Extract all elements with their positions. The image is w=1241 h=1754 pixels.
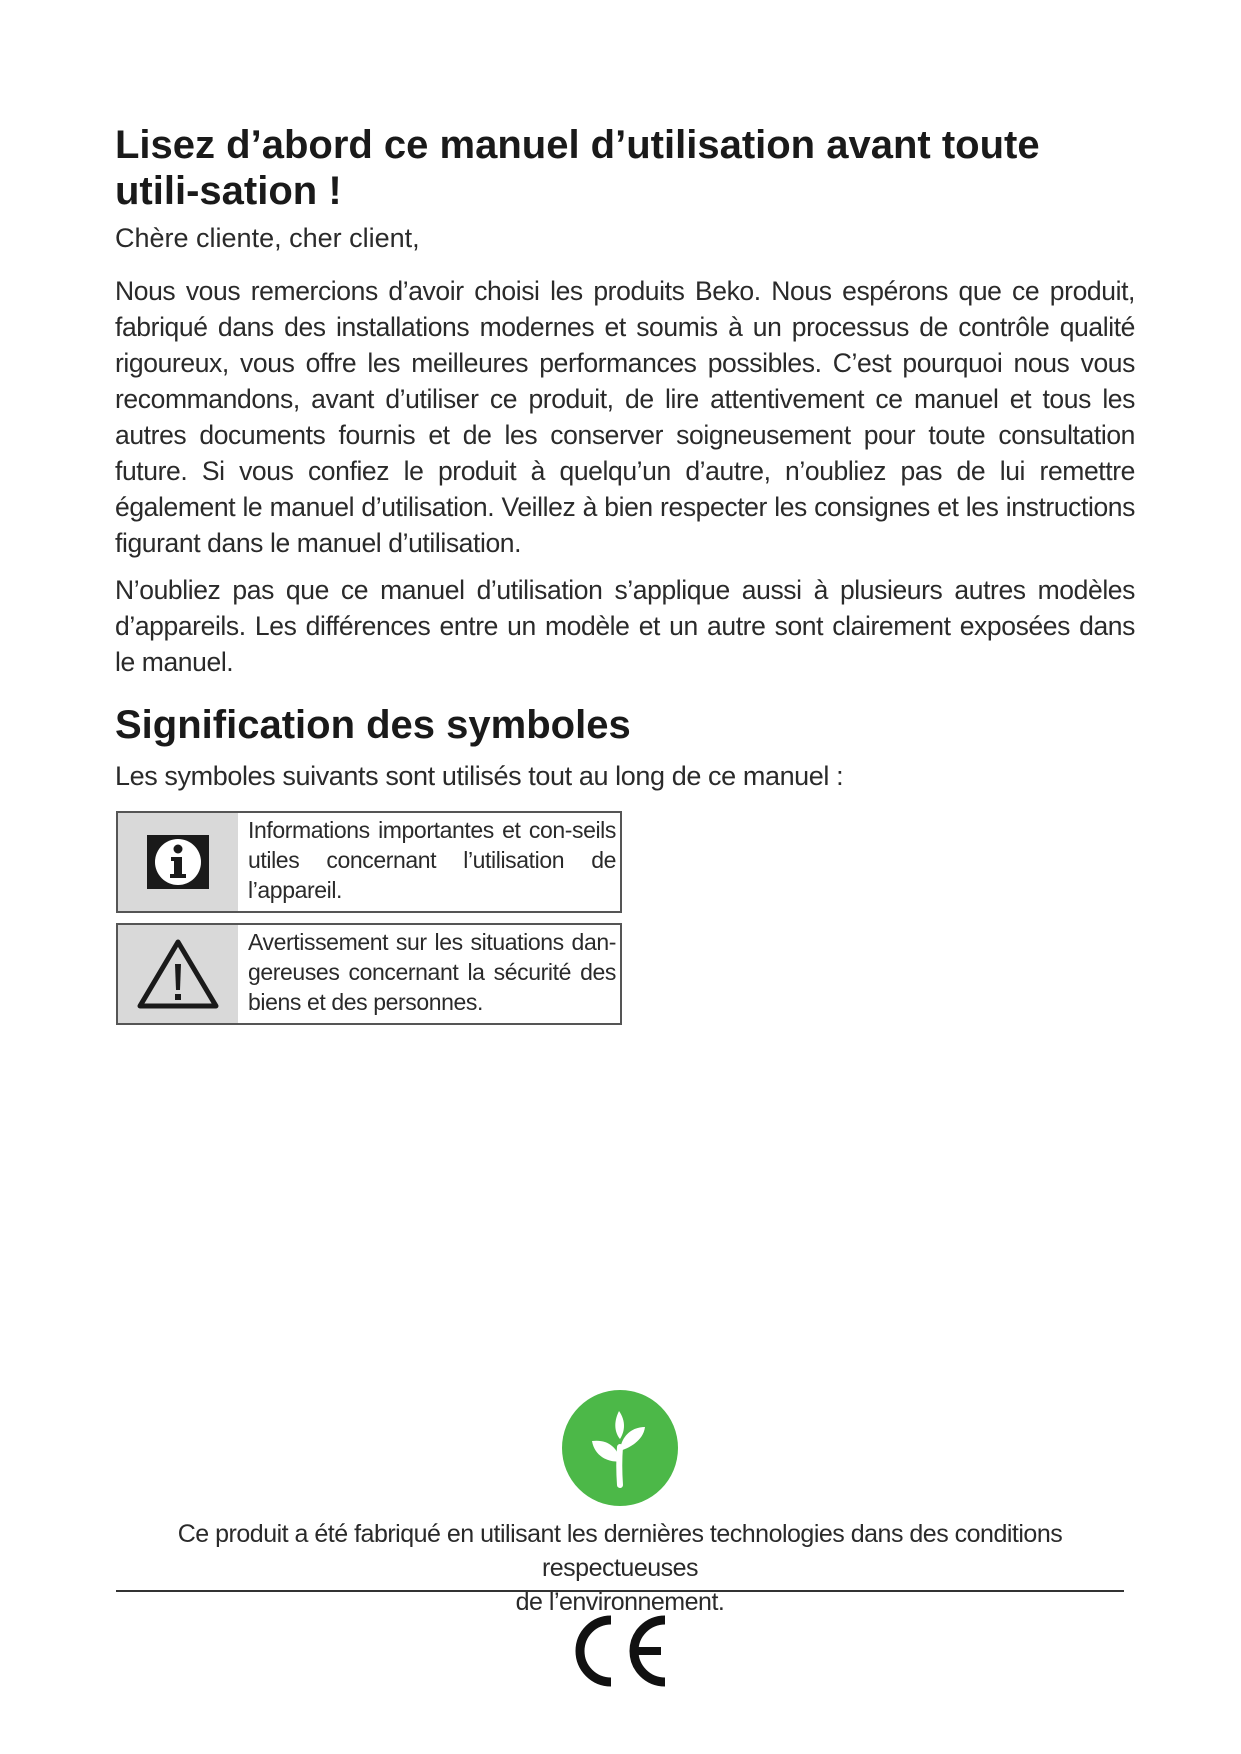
eco-statement-line-2: de l’environnement. (515, 1588, 725, 1616)
ce-mark-icon (569, 1612, 671, 1690)
footer-divider (116, 1590, 1124, 1592)
symbol-box-warning (116, 923, 622, 1025)
leaf-icon (561, 1389, 679, 1507)
symbol-box-info (116, 811, 622, 913)
info-icon (118, 813, 238, 911)
warning-icon (118, 925, 238, 1023)
intro-paragraph-1: Nous vous remercions d’avoir choisi les produits Beko. Nous espérons que ce produit, fabriqué dans des installations modernes et soumis à un processus de contrôle qualité rigoureux, vous offre les meilleures performances possibles. C’est pourquoi nous vous recommandons, avant d’utiliser ce produit, de lire attentivement ce manuel et tous les autres documents fournis et de les conserver soigneusement pour toute consultation future. Si vous confiez le produit à quelqu’un d’autre, n’oubliez pas de lui remettre également le manuel d’utilisation. Veillez à bien respecter les consignes et les instructions figurant dans le manuel d’utilisation. (115, 276, 1135, 558)
eco-statement-line-1: Ce produit a été fabriqué en utilisant les dernières technologies dans des conditions respectueuses (177, 1520, 1063, 1582)
page-title (115, 122, 1135, 214)
info-symbol-text: Informations importantes et con-seils utiles concernant l’utilisation de l’appareil. (248, 817, 616, 903)
salutation: Chère cliente, cher client, (115, 223, 420, 253)
intro-paragraph-2: N’oubliez pas que ce manuel d’utilisation s’applique aussi à plusieurs autres modèles d’appareils. Les différences entre un modèle et un autre sont clairement exposées dans le manuel. (115, 575, 1135, 677)
symbols-heading: Signification des symboles (115, 703, 631, 747)
symbols-intro: Les symboles suivants sont utilisés tout au long de ce manuel : (115, 761, 844, 791)
page-title-text: Lisez d’abord ce manuel d’utilisation avant toute utili-sation ! (115, 123, 1040, 213)
warning-symbol-text: Avertissement sur les situations dan-gereuses concernant la sécurité des biens et des personnes. (248, 929, 616, 1015)
eco-statement (115, 1517, 1125, 1619)
